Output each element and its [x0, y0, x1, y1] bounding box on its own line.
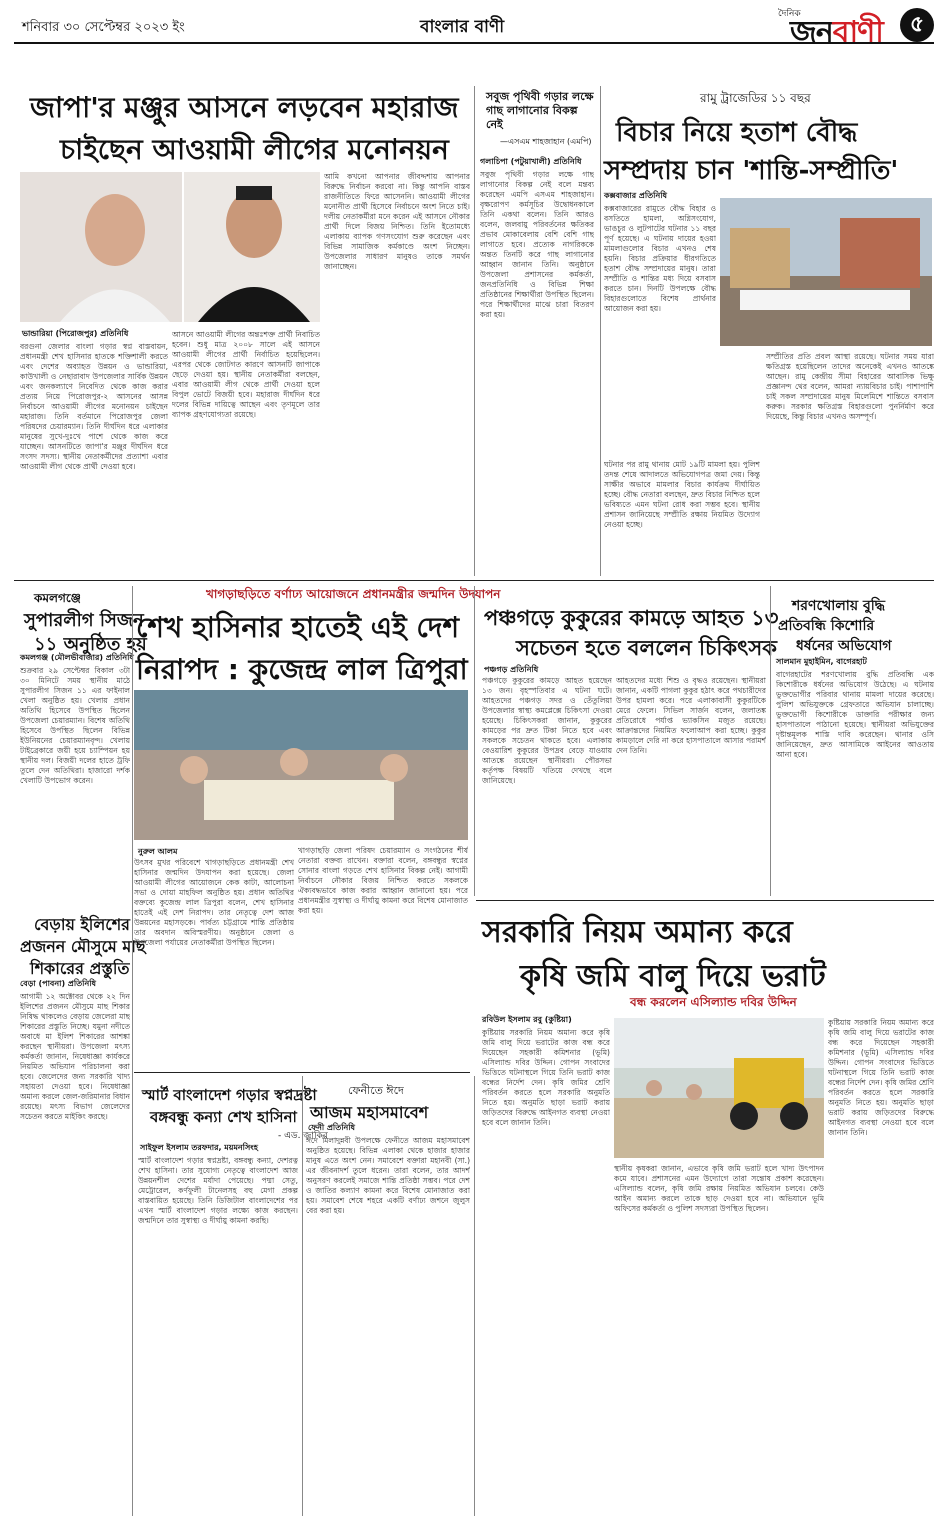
story1-body-col2: আসনে আওয়ামী লীগের অন্তঃশক্ত প্রার্থী নিবাচিত হবেন। শুধু মাত্র ২০০৮ সালে এই আসনে আওয়ামী লীগের প্রার্থী নির্বাচিত হয়েছিলেন। এরপর থেকে জোটগত কারণে আসনটি জাপাকে ছেড়ে দেওয়া হয়। স্থানীয় নেতাকর্মীরা বলছেন, এবার আওয়ামী লীগ থেকে প্রার্থী দেওয়া হলে বিপুল ভোটে বিজয়ী হবে। মহারাজ দীর্ঘদিন ধরে দলের বিভিন্ন দায়িত্বে আছেন এবং তৃণমূলে তার ব্যাপক গ্রহণযোগ্যতা রয়েছে। [172, 330, 320, 419]
story11-headline-line2: কৃষি জমি বালু দিয়ে ভরাট [520, 959, 826, 994]
story10-headline: আজম মহাসমাবেশ [310, 1103, 429, 1122]
column-divider [474, 86, 475, 576]
story1-body-col1: বরগুনা জেলার বাংলা গড়ার স্বপ্ন বাস্তবায়ন, প্রধানমন্ত্রী শেখ হাসিনার হাতকে শক্তিশালী করতে এবং দেশের অব্যাহত উন্নয়ন ও ভান্ডারিয়া, কাউখালী ও নেছারাবাদ উপজেলার সার্বিক উন্নয়ন এবং জনকল্যাণে নিবেদিত থেকে কাজ করার প্রত্যয় নিয়ে পিরোজপুর-২ আসনের আসন্ন নির্বাচনে আওয়ামী লীগের মনোনয়ন চাইছেন মহারাজ। তিনি বর্তমানে পিরোজপুর জেলা পরিষদের চেয়ারম্যান। তিনি দীর্ঘদিন ধরে এলাকার মানুষের সুখে-দুঃখে পাশে থেকে কাজ করে যাচ্ছেন। আসনটিতে জাপা'র মঞ্জুর দীর্ঘদিন ধরে সংসদ সদস্য। স্থানীয় নেতাকর্মীদের প্রত্যাশা এবার আওয়ামী লীগ থেকে প্রার্থী দেওয়া হবে। [20, 342, 168, 471]
header-rule [14, 42, 934, 44]
story1-headline-line2: চাইছেন আওয়ামী লীগের মনোনয়ন [60, 133, 449, 166]
story4-kicker: খাগড়াছড়িতে বর্ণাঢ্য আয়োজনে প্রধানমন্ত্রীর জন্মদিন উদযাপন [206, 587, 501, 601]
masthead-name: জনবাণী [790, 15, 883, 50]
story10-body: ঈদে মিলাদুন্নবী উপলক্ষে ফেনীতে আজম মহাসমাবেশ অনুষ্ঠিত হয়েছে। বিভিন্ন এলাকা থেকে হাজার হাজার মানুষ এতে অংশ নেন। সমাবেশে বক্তারা মহানবী (সা.) এর জীবনাদর্শ তুলে ধরেন। তারা বলেন, তার আদর্শ অনুসরণ করলেই সমাজে শান্তি প্রতিষ্ঠা সম্ভব। পরে দেশ ও জাতির কল্যাণ কামনা করে বিশেষ মোনাজাত করা হয়। সমাবেশ শেষে শহরে একটি বর্ণাঢ্য জশনে জুলুস বের করা হয়। [306, 1136, 470, 1215]
story6-headline: পঞ্চগড়ে কুকুরের কামড়ে আহত ১৩ [484, 606, 779, 630]
column-divider [474, 586, 475, 896]
story9-headline-line1: স্মার্ট বাংলাদেশ গড়ার স্বপ্নদ্রষ্টা [142, 1086, 317, 1104]
story6-byline: পঞ্চগড় প্রতিনিধি [484, 665, 539, 674]
story3-body-col1: কক্সবাজারের রামুতে বৌদ্ধ বিহার ও বসতিতে হামলা, অগ্নিসংযোগ, ভাঙচুর ও লুটপাটের ঘটনার ১১ বছর পূর্ণ হয়েছে। এ ঘটনায় দায়ের হওয়া মামলাগুলোর বিচার এখনও শেষ হয়নি। বিচার প্রক্রিয়ার ধীরগতিতে হতাশ বৌদ্ধ সম্প্রদায়ের মানুষ। তারা সম্প্রীতি ও শান্তির মধ্য দিয়ে বসবাস করতে চান। দিনটি উপলক্ষে বৌদ্ধ বিহারগুলোতে বিশেষ প্রার্থনার আয়োজন করা হয়। [604, 204, 716, 313]
story3-headline-line1: বিচার নিয়ে হতাশ বৌদ্ধ [616, 118, 858, 148]
section-title: বাংলার বাণী [420, 17, 505, 37]
column-divider [132, 586, 133, 1516]
story3-byline: কক্সবাজার প্রতিনিধি [604, 191, 668, 200]
story11-photo [614, 1018, 824, 1158]
story4-byline: নুরুল আলম [138, 847, 178, 856]
story2-quote-by: —এসএম শাহজাহান (এমপি) [500, 137, 592, 146]
section-rule [134, 1072, 470, 1073]
story3-photo [720, 198, 932, 346]
column-divider [600, 86, 601, 576]
story9-headline-line2: বঙ্গবন্ধু কন্যা শেখ হাসিনা [150, 1108, 297, 1126]
story1-body-col3: আমি কখনো আপনার জীবদ্দশায় আপনার বিরুদ্ধে নির্বাচন করবো না। কিন্তু আপনি বাস্তব রাজনীতিতে ফিরে আসেননি। আওয়ামী লীগের মনোনীত প্রার্থী হিসেবে নির্বাচনে অংশ নিতে চাই। দলীয় নেতাকর্মীরা মনে করেন এই আসনে নৌকার প্রার্থী দিলে বিজয় নিশ্চিত। তিনি ইতোমধ্যে এলাকায় ব্যাপক গণসংযোগ শুরু করেছেন এবং বিভিন্ন সামাজিক কর্মকাণ্ডে অংশ নিচ্ছেন। উপজেলার সাধারণ মানুষও তাকে সমর্থন জানাচ্ছেন। [324, 172, 470, 271]
story3-body-col2: ঘটনার পর রামু থানায় মোট ১৯টি মামলা হয়। পুলিশ তদন্ত শেষে আদালতে অভিযোগপত্র জমা দেয়। কিন্তু সাক্ষীর অভাবে মামলার বিচার কার্যক্রম দীর্ঘায়িত হচ্ছে। বৌদ্ধ নেতারা বলছেন, দ্রুত বিচার নিশ্চিত হলে ভবিষ্যতে এমন ঘটনা রোধ করা সম্ভব হবে। স্থানীয় প্রশাসন জানিয়েছে সম্প্রীতি রক্ষায় নিয়মিত উদ্যোগ নেওয়া হচ্ছে। [604, 460, 760, 529]
masthead-small: দৈনিক [778, 9, 801, 19]
story9-body: স্মার্ট বাংলাদেশ গড়ার স্বপ্নদ্রষ্টা, বঙ্গবন্ধু কন্যা, দেশরত্ন শেখ হাসিনা। তার সুযোগ্য নেতৃত্বে বাংলাদেশ আজ উন্নয়নশীল দেশের মর্যাদা পেয়েছে। পদ্মা সেতু, মেট্রোরেল, কর্ণফুলী টানেলসহ বহু মেগা প্রকল্প বাস্তবায়িত হয়েছে। তিনি ডিজিটাল বাংলাদেশের পর এখন স্মার্ট বাংলাদেশ গড়ার লক্ষ্যে কাজ করছেন। জন্মদিনে তার সুস্বাস্থ্য ও দীর্ঘায়ু কামনা করছি। [138, 1156, 298, 1225]
story6-body-col2: আহতদের মধ্যে শিশু ও বৃদ্ধও রয়েছেন। স্থানীয়রা জানান, একটি পাগলা কুকুর হঠাৎ করে পথচারীদের উপর হামলা করে। পরে এলাকাবাসী কুকুরটিকে মেরে ফেলে। সিভিল সার্জন বলেন, জলাতঙ্ক প্রতিরোধে পর্যাপ্ত ভ্যাকসিন মজুত রয়েছে। আক্রান্তদের নিয়মিত ফলোআপ করা হচ্ছে। কুকুর কামড়ালে দেরি না করে হাসপাতালে আসার পরামর্শ দেন তিনি। [616, 676, 766, 755]
masthead-logo [778, 6, 934, 50]
story4-headline-line1: শেখ হাসিনার হাতেই এই দেশ [136, 611, 460, 644]
story5-body: শুক্রবার ২৯ সেপ্টেম্বর বিকাল ৩টা ৩০ মিনিটে সময় স্থানীয় মাঠে সুপারলীগ সিজন ১১ এর ফাইনাল খেলা অনুষ্ঠিত হয়। খেলায় প্রধান অতিথি হিসেবে উপস্থিত ছিলেন উপজেলা চেয়ারম্যান। বিশেষ অতিথি হিসেবে উপস্থিত ছিলেন বিভিন্ন ইউনিয়নের চেয়ারম্যানবৃন্দ। খেলায় টাইব্রেকারে জয়ী হয়ে চ্যাম্পিয়ন হয় স্থানীয় দল। বিজয়ী দলের হাতে ট্রফি তুলে দেন অতিথিরা। হাজারো দর্শক খেলাটি উপভোগ করেন। [20, 666, 130, 785]
column-divider [474, 1076, 475, 1516]
story7-byline: সালমান মুহাইমিন, বাগেরহাট [776, 657, 867, 666]
story8-body: আগামী ১২ অক্টোবর থেকে ২২ দিন ইলিশের প্রজনন মৌসুমে মাছ শিকার নিষিদ্ধ থাকলেও বেড়ায় জেলেরা মাছ শিকারের প্রস্তুতি নিচ্ছে। যমুনা নদীতে অবাধে মা ইলিশ শিকারের আশঙ্কা করছেন স্থানীয়রা। উপজেলা মৎস্য কর্মকর্তা জানান, নিষেধাজ্ঞা কার্যকরে নিয়মিত অভিযান পরিচালনা করা হবে। জেলেদের জন্য সরকারি খাদ্য সহায়তা দেওয়া হবে। নিষেধাজ্ঞা অমান্য করলে জেল-জরিমানার বিধান রয়েছে। মৎস্য বিভাগ জেলেদের সচেতন করতে মাইকিং করছে। [20, 992, 130, 1121]
story2-kicker: সবুজ পৃথিবী গড়ার লক্ষে গাছ লাগানোর বিকল্প নেই [486, 90, 594, 131]
story8-headline-line1: বেড়ায় ইলিশের [34, 915, 130, 934]
story10-kicker: ফেনীতে ঈদে [348, 1084, 404, 1097]
story7-headline-line3: ধর্ষনের অভিযোগ [796, 638, 892, 654]
story11-body-col1: কুষ্টিয়ায় সরকারি নিয়ম অমান্য করে কৃষি জমি বালু দিয়ে ভরাটের কাজ বন্ধ করে দিয়েছেন সহকারী কমিশনার (ভূমি) এসিল্যান্ড দবির উদ্দিন। গোপন সংবাদের ভিত্তিতে ঘটনাস্থলে গিয়ে তিনি ভরাট কাজ বন্ধের নির্দেশ দেন। কৃষি জমির শ্রেণি পরিবর্তন করতে হলে সরকারি অনুমতি নিতে হয়। অনুমতি ছাড়া ভরাট করায় জড়িতদের বিরুদ্ধে আইনগত ব্যবস্থা নেওয়া হবে বলে জানান তিনি। [482, 1028, 610, 1127]
story5-headline-line1: সুপারলীগ সিজন [24, 610, 144, 631]
story7-headline-line1: শরণখোলায় বুদ্ধি [792, 598, 886, 614]
story7-headline-line2: প্রতিবন্ধি কিশোরি [778, 618, 875, 634]
story4-headline-line2: নিরাপদ : কুজেন্দ্র লাল ত্রিপুরা [136, 653, 468, 686]
column-divider [302, 1076, 303, 1516]
story2-byline: গলাচিপা (পটুয়াখালী) প্রতিনিধি [480, 157, 582, 166]
story11-headline-line1: সরকারি নিয়ম অমান্য করে [482, 915, 793, 950]
story9-author: - এড. জাকির [278, 1131, 328, 1141]
story11-body-col3: কুষ্টিয়ায় সরকারি নিয়ম অমান্য করে কৃষি জমি বালু দিয়ে ভরাটের কাজ বন্ধ করে দিয়েছেন সহকারী কমিশনার (ভূমি) এসিল্যান্ড দবির উদ্দিন। গোপন সংবাদের ভিত্তিতে ঘটনাস্থলে গিয়ে তিনি ভরাট কাজ বন্ধের নির্দেশ দেন। কৃষি জমির শ্রেণি পরিবর্তন করতে হলে সরকারি অনুমতি নিতে হয়। অনুমতি ছাড়া ভরাট করায় জড়িতদের বিরুদ্ধে আইনগত ব্যবস্থা নেওয়া হবে বলে জানান তিনি। [828, 1018, 934, 1137]
story6-body-col1: পঞ্চগড়ে কুকুরের কামড়ে আহত হয়েছেন ১৩ জন। বৃহস্পতিবার এ ঘটনা ঘটে। আহতদের পঞ্চগড় সদর ও তেঁতুলিয়া উপজেলার স্বাস্থ্য কমপ্লেক্সে চিকিৎসা দেওয়া হয়েছে। চিকিৎসকরা জানান, কুকুরের কামড়ের পর দ্রুত টিকা নিতে হবে এবং সকলকে সচেতন থাকতে হবে। এলাকায় বেওয়ারিশ কুকুরের উপদ্রব বেড়ে যাওয়ায় আতঙ্কে রয়েছেন স্থানীয়রা। পৌরসভা কর্তৃপক্ষ বিষয়টি খতিয়ে দেখছে বলে জানিয়েছে। [482, 676, 612, 785]
story1-byline: ভান্ডারিয়া (পিরোজপুর) প্রতিনিধি [22, 329, 129, 338]
column-divider [770, 586, 771, 896]
story8-headline-line3: শিকারের প্রস্তুতি [30, 959, 130, 978]
story3-headline-line2: সম্প্রদায় চান 'শান্তি-সম্প্রীতি' [604, 156, 899, 186]
story1-headline-line1: জাপা'র মঞ্জুর আসনে লড়বেন মহারাজ [30, 91, 459, 124]
story8-headline-line2: প্রজনন মৌসুমে মাছ [20, 937, 146, 956]
story5-byline: কমলগঞ্জ (মৌলভীবাজার) প্রতিনিধি [20, 653, 134, 662]
story8-byline: বেড়া (পাবনা) প্রতিনিধি [20, 979, 97, 988]
story5-headline-line2: ১১ অনুষ্ঠিত হয় [34, 634, 147, 655]
story3-kicker: রামু ট্রাজেডির ১১ বছর [700, 91, 811, 105]
story11-byline: রবিউল ইসলাম রবু (কুষ্টিয়া) [482, 1015, 572, 1024]
story11-subhead: বন্ধ করলেন এসিল্যান্ড দবির উদ্দিন [630, 995, 797, 1009]
story3-body-col3: সম্প্রীতির প্রতি প্রবল আস্থা রয়েছে। ঘটনার সময় যারা ক্ষতিগ্রস্ত হয়েছিলেন তাদের অনেকেই এখনও আতঙ্কে আছেন। রামু কেন্দ্রীয় সীমা বিহারের আবাসিক ভিক্ষু প্রজ্ঞানন্দ থের বলেন, আমরা ন্যায়বিচার চাই। পাশাপাশি চাই সকল সম্প্রদায়ের মানুষ মিলেমিশে শান্তিতে বসবাস করুক। সরকার ক্ষতিগ্রস্ত বিহারগুলো পুনর্নির্মাণ করে দিয়েছে, কিন্তু বিচার এখনও অসম্পূর্ণ। [766, 352, 934, 421]
story1-photo-left [20, 172, 182, 322]
story4-body-col2: খাগড়াছড়ি জেলা পরিষদ চেয়ারম্যান ও সংগঠনের শীর্ষ নেতারা বক্তব্য রাখেন। বক্তারা বলেন, বঙ্গবন্ধুর স্বপ্নের সোনার বাংলা গড়তে শেখ হাসিনার বিকল্প নেই। আগামী নির্বাচনে নৌকার বিজয় নিশ্চিত করতে সকলকে ঐক্যবদ্ধভাবে কাজ করার আহ্বান জানানো হয়। পরে প্রধানমন্ত্রীর সুস্বাস্থ্য ও দীর্ঘায়ু কামনা করে বিশেষ মোনাজাত করা হয়। [298, 846, 468, 915]
page-number: ৫ [900, 8, 934, 42]
story2-body: সবুজ পৃথিবী গড়ার লক্ষে গাছ লাগানোর বিকল্প নেই বলে মন্তব্য করেছেন এমপি এসএম শাহজাহান। বৃক্ষরোপণ কর্মসূচির উদ্বোধনকালে তিনি একথা বলেন। তিনি আরও বলেন, জলবায়ু পরিবর্তনের ক্ষতিকর প্রভাব মোকাবেলায় বেশি বেশি গাছ লাগাতে হবে। প্রত্যেক নাগরিককে অন্তত তিনটি করে গাছ লাগানোর আহ্বান জানান তিনি। অনুষ্ঠানে উপজেলা প্রশাসনের কর্মকর্তা, জনপ্রতিনিধি ও বিভিন্ন শিক্ষা প্রতিষ্ঠানের শিক্ষার্থীরা উপস্থিত ছিলেন। পরে শিক্ষার্থীদের মাঝে চারা বিতরণ করা হয়। [480, 170, 594, 319]
story9-byline: সাইফুল ইসলাম তরফদার, ময়মনসিংহ [140, 1143, 258, 1152]
issue-date: শনিবার ৩০ সেপ্টেম্বর ২০২৩ ইং [22, 20, 185, 35]
section-rule [14, 580, 934, 581]
story11-body-col2: স্থানীয় কৃষকরা জানান, এভাবে কৃষি জমি ভরাট হলে খাদ্য উৎপাদন কমে যাবে। প্রশাসনের এমন উদ্যোগে তারা সন্তোষ প্রকাশ করেছেন। এসিল্যান্ড বলেন, কৃষি জমি রক্ষায় নিয়মিত অভিযান চলবে। কেউ আইন অমান্য করলে তাকে ছাড় দেওয়া হবে না। অভিযানে ভূমি অফিসের কর্মকর্তা ও পুলিশ সদস্যরা উপস্থিত ছিলেন। [614, 1164, 824, 1213]
story6-subhead: সচেতন হতে বললেন চিকিৎসক [516, 636, 777, 660]
story10-byline: ফেনী প্রতিনিধি [308, 1123, 356, 1132]
story1-photo-right [184, 172, 320, 322]
story4-body-col1: উৎসব মুখর পরিবেশে খাগড়াছড়িতে প্রধানমন্ত্রী শেখ হাসিনার জন্মদিন উদযাপন করা হয়েছে। জেলা আওয়ামী লীগের আয়োজনে কেক কাটা, আলোচনা সভা ও দোয়া মাহফিল অনুষ্ঠিত হয়। প্রধান অতিথির বক্তব্যে কুজেন্দ্র লাল ত্রিপুরা বলেন, শেখ হাসিনার হাতেই এই দেশ নিরাপদ। তার নেতৃত্বে দেশ আজ উন্নয়নের মহাসড়কে। পার্বত্য চট্টগ্রামে শান্তি প্রতিষ্ঠায় তার অবদান অবিস্মরণীয়। অনুষ্ঠানে জেলা ও উপজেলা পর্যায়ের নেতাকর্মীরা উপস্থিত ছিলেন। [134, 858, 294, 947]
story4-photo [134, 690, 468, 840]
story5-kicker: কমলগঞ্জে [34, 591, 81, 605]
story7-body: বাগেরহাটের শরণখোলায় বুদ্ধি প্রতিবন্ধি এক কিশোরীকে ধর্ষনের অভিযোগ উঠেছে। এ ঘটনায় ভুক্তভোগীর পরিবার থানায় মামলা দায়ের করেছে। পুলিশ অভিযুক্তকে গ্রেফতারে অভিযান চালাচ্ছে। ভুক্তভোগী কিশোরীকে ডাক্তারি পরীক্ষার জন্য হাসপাতালে পাঠানো হয়েছে। স্থানীয়রা অভিযুক্তের দৃষ্টান্তমূলক শাস্তি দাবি করেছেন। থানার ওসি জানিয়েছেন, দ্রুত আসামিকে আইনের আওতায় আনা হবে। [776, 670, 934, 759]
section-rule [476, 900, 934, 901]
